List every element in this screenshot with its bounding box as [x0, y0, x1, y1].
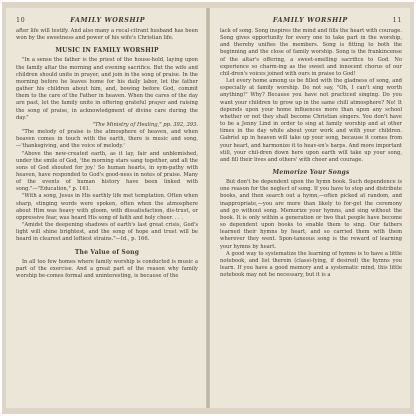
- open-book: [2, 2, 414, 414]
- left-paragraph: "Above the new-created earth, as it lay, fair and unblemished, under the smile of God, 'the morning stars sang together, and all the sons of God shouted for joy.' So human hearts, in sym-pathy with heaven, have responded to God's good-ness in notes of praise. Many of the events of human history have been linked with song."—"Education," p. 161.: [16, 150, 198, 193]
- right-running-title: FAMILY WORSHIP: [272, 16, 348, 24]
- left-section2-title: The Value of Song: [74, 248, 140, 256]
- left-page-body: [16, 28, 198, 280]
- right-paragraph: A good way to systematize the learning of hymns is to have a little notebook, and list therein (classi-fying, if desired) the hymns you learn. If you have a good memory and a systematic mind, this little notebook may not be necessary, but it is a: [220, 250, 402, 279]
- left-paragraph: "In a sense the father is the priest of the house-hold, laying upon the family altar the morning and evening sacrifice. But the wife and children should unite in prayer, and join in the song of praise. In the morning before he leaves home for his daily labor, let the father gather his children about him, and, bowing before God, commit them to the care of the Father in heaven. When the cares of the day are past, let the family unite in offering grateful prayer and raising the song of praise, in acknowledgment of divine care during the day.": [16, 57, 198, 121]
- left-paragraph: "With a song, Jesus in His earthly life met temptation. Often when sharp, stinging words were spoken, often when the atmosphere about Him was heavy with gloom, with dissatisfaction, dis-trust, or oppressive fear, was heard His song of faith and holy cheer. . . .: [16, 193, 198, 221]
- left-page-number: 10: [16, 16, 26, 24]
- left-page-header: [16, 16, 198, 24]
- left-intro-paragraph: after life will testify. And also many a recal-citrant husband has been won by the sweetness and power of his wife's Christian life.: [16, 28, 198, 42]
- left-citation: "The Ministry of Healing," pp. 392, 393.: [92, 121, 198, 128]
- left-paragraph: "Amidst the deepening shadows of earth's last great crisis, God's light will shine brightest, and the song of hope and trust will be heard in clearest and loftiest strains."—Id., p. 166.: [16, 222, 198, 243]
- right-paragraph: Let every home among us be filled with the gladness of song, and especially at family worship. Do not say, "Oh, I can't sing worth anything!" Why? Because you have not practiced singing. Do you want your children to grow up in the same chill atmosphere? No! It depends upon your home influences more than upon any school whether or not they shall become Christian singers. You don't have to be a Jenny Lind in order to sing at family worship and at other times in the day while about your work and with your children. Gabriel up in heaven will take up your song, because it comes from your heart, and harmonize it to heav-en's harps. And more important still, your chil-dren down here upon earth will take up your song, and fill their lives and others' with cheer and courage.: [220, 78, 402, 163]
- right-paragraph: But don't be dependent upon the hymn book. Such dependence is one reason for the neglect of song. If you have to stop and distribute books, and then search out a hymn,—often picked at random, and inappropriate,—you are more than likely to for-get the ceremony and go without song. Memorize your hymns, and sing without the book. It is only within a generation or two that people have become so dependent upon books to enable them to sing. Our fathers learned their hymns by heart, and so carried them with them wherever they went. Spon-taneous song is the reward of learning your hymns by heart.: [220, 179, 402, 250]
- left-page: [6, 8, 206, 408]
- right-paragraph: lack of song. Song inspires the mind and fills the heart with courage. Song gives opportunity for every one to take part in the worship, and thereby unifies the members. Song is fitting to both the beginning and the close of family worship. Song is the frankincense of the altar's offering, a sweet-smelling sacrifice to God. No experience so charm-ing as the sweet and innocent chorus of our chil-dren's voices joined with ours in praise to God!: [220, 28, 402, 77]
- right-section-title: Memorize Your Songs: [272, 168, 350, 176]
- right-page-body: [220, 28, 402, 279]
- left-paragraph: In all too few homes where family worship is conducted is music a part of the exercise. And a great part of the reason why family worship be-comes formal and uninteresting, is because of the: [16, 258, 198, 279]
- right-page-header: [220, 16, 402, 24]
- left-paragraph: "The melody of praise is the atmosphere of heaven, and when heaven comes in touch with the earth, there is music and song,—'thanksgiving, and the voice of melody.': [16, 129, 198, 150]
- right-page-number: 11: [392, 16, 402, 24]
- left-running-title: FAMILY WORSHIP: [70, 16, 146, 24]
- left-section-title: MUSIC IN FAMILY WORSHIP: [55, 47, 159, 55]
- right-page: [210, 8, 410, 408]
